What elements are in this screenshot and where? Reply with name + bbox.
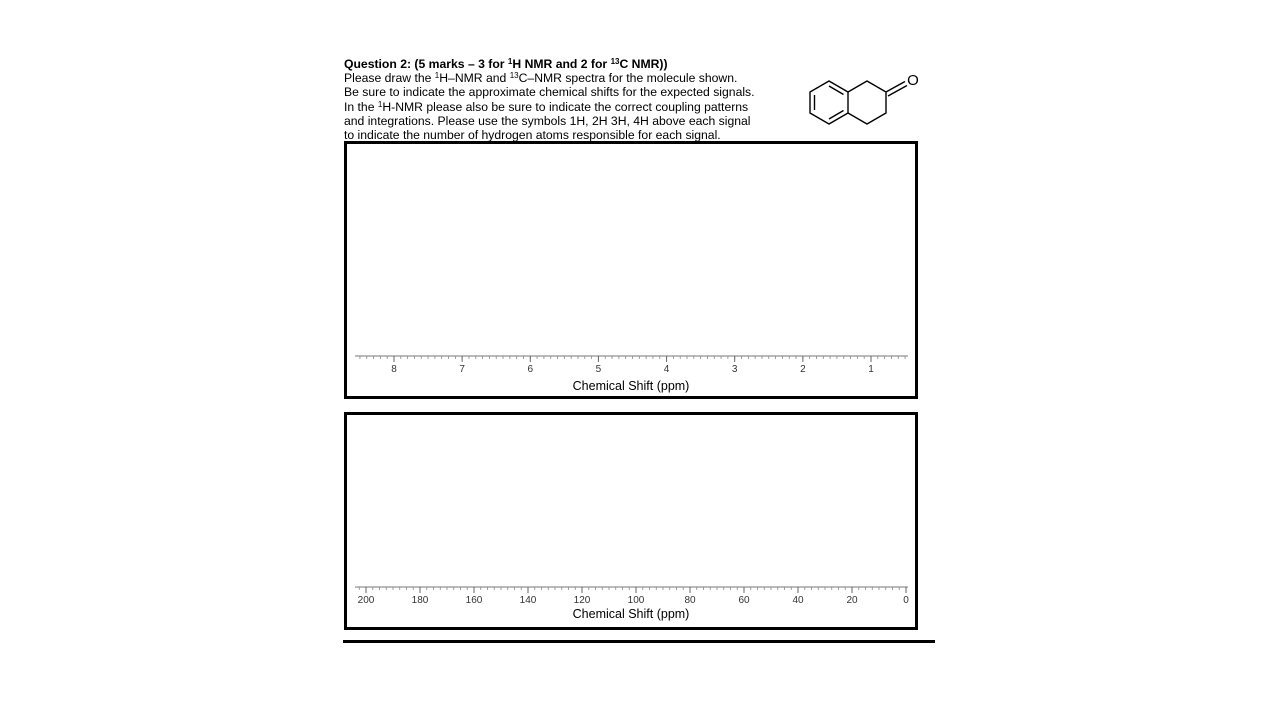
- question-text: [344, 57, 814, 142]
- c-nmr-axis: [347, 415, 915, 627]
- c-nmr-tick-label: 100: [627, 595, 645, 606]
- c-nmr-tick-label: 140: [519, 595, 537, 606]
- h-nmr-tick-label: 2: [800, 364, 806, 375]
- molecule-structure: [804, 68, 930, 132]
- h-nmr-tick-label: 4: [663, 364, 670, 375]
- question-title: Question 2: (5 marks – 3 for $^1$H NMR and 2 for $^{13}$C NMR)): [344, 57, 668, 71]
- h-nmr-tick-label: 1: [868, 364, 874, 375]
- c-nmr-tick-label: 0: [903, 595, 909, 606]
- c-nmr-tick-label: 120: [573, 595, 591, 606]
- h-nmr-answer-box[interactable]: [344, 141, 918, 399]
- oxygen-label: O: [907, 72, 919, 89]
- c-nmr-tick-label: 80: [684, 595, 696, 606]
- c-nmr-tick-label: 160: [465, 595, 483, 606]
- c-nmr-tick-label: 60: [738, 595, 750, 606]
- h-nmr-axis: [347, 144, 915, 396]
- h-nmr-tick-label: 6: [527, 364, 534, 375]
- c-nmr-tick-label: 40: [792, 595, 804, 606]
- bottom-rule: [343, 640, 935, 643]
- question-line-1: Please draw the $^1$H–NMR and $^{13}$C–NMR spectra for the molecule shown.: [344, 71, 738, 86]
- c-nmr-tick-label: 180: [411, 595, 429, 606]
- h-nmr-tick-label: 3: [731, 364, 738, 375]
- c-nmr-axis-title: Chemical Shift (ppm): [572, 607, 690, 621]
- h-nmr-axis-title: Chemical Shift (ppm): [572, 379, 690, 393]
- h-nmr-tick-label: 8: [391, 364, 397, 375]
- question-line-2: Be sure to indicate the approximate chemical shifts for the expected signals.: [344, 85, 755, 100]
- question-line-3: In the $^1$H-NMR please also be sure to indicate the correct coupling patterns: [344, 99, 749, 114]
- c-nmr-tick-label: 20: [846, 595, 858, 606]
- c-nmr-tick-label: 200: [357, 595, 375, 606]
- question-line-4: and integrations. Please use the symbols 1H, 2H 3H, 4H above each signal: [344, 113, 751, 128]
- question-line-5: to indicate the number of hydrogen atoms responsible for each signal.: [344, 128, 721, 143]
- c-nmr-answer-box[interactable]: [344, 412, 918, 630]
- h-nmr-tick-label: 7: [459, 364, 465, 375]
- h-nmr-tick-label: 5: [595, 364, 602, 375]
